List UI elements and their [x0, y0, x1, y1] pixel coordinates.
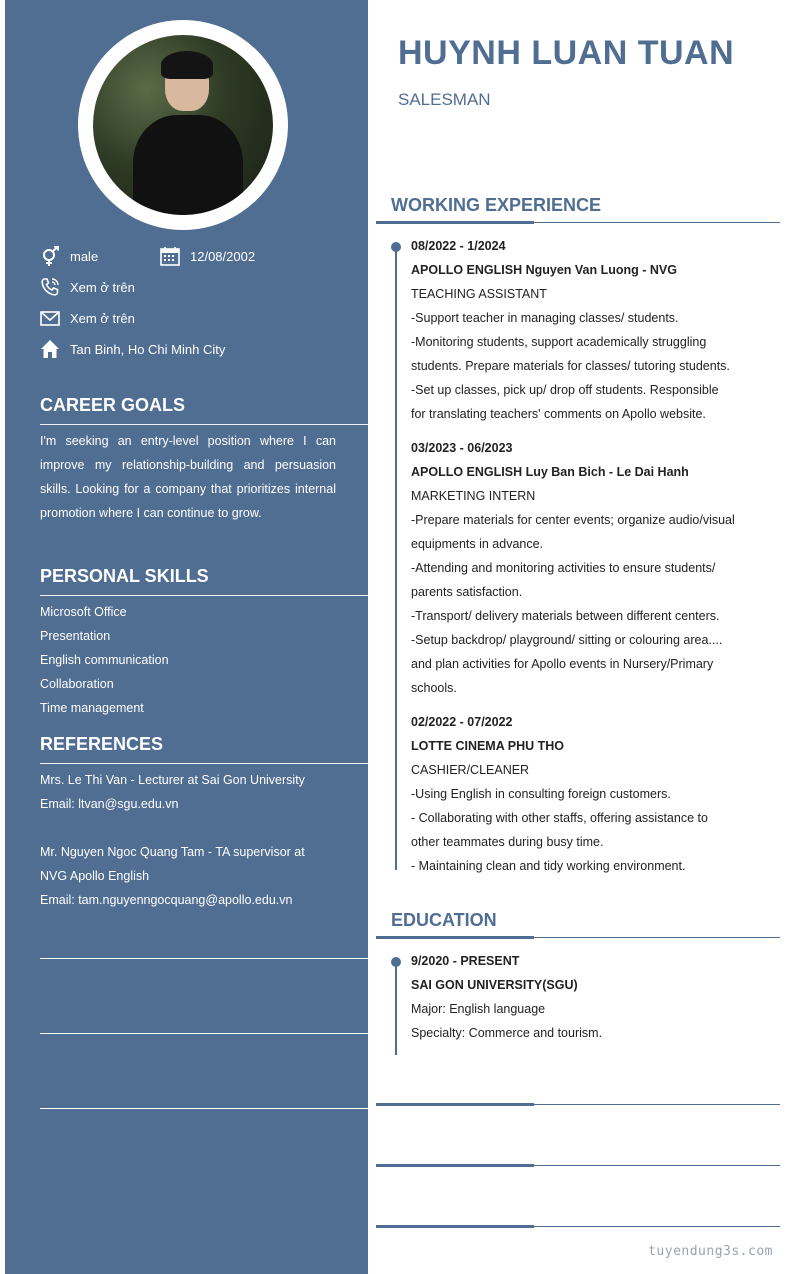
job-line: schools.	[411, 681, 457, 695]
email-value: Xem ở trên	[70, 310, 135, 326]
divider	[40, 1033, 373, 1034]
job-line: for translating teachers' comments on Apollo website.	[411, 407, 706, 421]
job-line: and plan activities for Apollo events in Nursery/Primary	[411, 657, 714, 671]
career-goals-heading: CAREER GOALS	[40, 395, 186, 415]
divider	[40, 763, 368, 764]
birthdate-value: 12/08/2002	[190, 248, 256, 264]
education-heading: EDUCATION	[391, 910, 497, 930]
calendar-icon	[160, 246, 180, 266]
education-timeline	[395, 961, 397, 1055]
timeline-dot	[391, 957, 401, 967]
skills-list	[40, 600, 336, 720]
gender-icon	[40, 246, 60, 266]
job-line: -Set up classes, pick up/ drop off students. Responsible	[411, 383, 719, 397]
reference-line: NVG Apollo English	[40, 869, 150, 883]
job-line: - Collaborating with other staffs, offering assistance to	[411, 811, 708, 825]
sidebar	[5, 0, 368, 1274]
job-role: TEACHING ASSISTANT	[411, 287, 547, 301]
job-company: APOLLO ENGLISH Nguyen Van Luong - NVG	[411, 263, 677, 277]
job-company: APOLLO ENGLISH Luy Ban Bich - Le Dai Hanh	[411, 465, 689, 479]
education-entry	[411, 949, 756, 1045]
divider	[376, 937, 780, 938]
job-period: 03/2023 - 06/2023	[411, 441, 513, 455]
divider	[40, 958, 373, 959]
skill-item: Time management	[40, 701, 144, 715]
address-row	[40, 339, 225, 359]
skill-item: English communication	[40, 653, 169, 667]
divider	[376, 222, 780, 223]
references-heading: REFERENCES	[40, 734, 164, 754]
reference-line: Mr. Nguyen Ngoc Quang Tam - TA supervisor at	[40, 845, 305, 859]
job-line: -Attending and monitoring activities to ensure students/	[411, 561, 716, 575]
job-line: parents satisfaction.	[411, 585, 523, 599]
birthdate-row	[160, 246, 255, 266]
experience-entry	[411, 710, 756, 878]
job-line: -Monitoring students, support academically struggling	[411, 335, 707, 349]
avatar	[93, 35, 273, 215]
references-list	[40, 768, 360, 912]
gender-value: male	[70, 248, 99, 264]
education-school: SAI GON UNIVERSITY(SGU)	[411, 978, 578, 992]
divider	[40, 1108, 373, 1109]
skill-item: Collaboration	[40, 677, 114, 691]
divider	[40, 595, 368, 596]
email-row	[40, 308, 135, 328]
candidate-name: HUYNH LUAN TUAN	[398, 34, 735, 72]
job-company: LOTTE CINEMA PHU THO	[411, 739, 565, 753]
job-line: -Transport/ delivery materials between different centers.	[411, 609, 720, 623]
skill-item: Presentation	[40, 629, 111, 643]
job-line: equipments in advance.	[411, 537, 544, 551]
education-period: 9/2020 - PRESENT	[411, 954, 520, 968]
divider	[376, 1165, 780, 1166]
job-line: -Using English in consulting foreign customers.	[411, 787, 671, 801]
reference-line: Mrs. Le Thi Van - Lecturer at Sai Gon University	[40, 773, 305, 787]
job-period: 02/2022 - 07/2022	[411, 715, 513, 729]
education-specialty: Specialty: Commerce and tourism.	[411, 1026, 603, 1040]
candidate-position: SALESMAN	[398, 90, 491, 109]
reference-line: Email: tam.nguyenngocquang@apollo.edu.vn	[40, 893, 293, 907]
address-value: Tan Binh, Ho Chi Minh City	[70, 341, 226, 357]
reference-line: Email: ltvan@sgu.edu.vn	[40, 797, 179, 811]
personal-skills-heading: PERSONAL SKILLS	[40, 566, 209, 586]
gender-row	[40, 246, 98, 266]
career-goals-text: I'm seeking an entry-level position where I can improve my relationship-building and persuasion skills. Looking for a company that prioritizes internal promotion where I can continue to grow.	[40, 434, 336, 520]
job-line: other teammates during busy time.	[411, 835, 604, 849]
job-role: CASHIER/CLEANER	[411, 763, 530, 777]
job-line: - Maintaining clean and tidy working environment.	[411, 859, 686, 873]
avatar-frame	[78, 20, 288, 230]
divider	[40, 424, 368, 425]
job-period: 08/2022 - 1/2024	[411, 239, 506, 253]
education-major: Major: English language	[411, 1002, 546, 1016]
experience-timeline	[395, 246, 397, 870]
phone-row	[40, 277, 135, 297]
experience-entry	[411, 234, 756, 426]
job-line: students. Prepare materials for classes/ tutoring students.	[411, 359, 730, 373]
job-line: -Setup backdrop/ playground/ sitting or colouring area....	[411, 633, 723, 647]
job-role: MARKETING INTERN	[411, 489, 536, 503]
skill-item: Microsoft Office	[40, 605, 127, 619]
job-line: -Prepare materials for center events; organize audio/visual	[411, 513, 735, 527]
watermark: tuyendung3s.com	[648, 1244, 773, 1259]
experience-heading: WORKING EXPERIENCE	[391, 195, 602, 215]
timeline-dot	[391, 242, 401, 252]
phone-value: Xem ở trên	[70, 279, 135, 295]
home-icon	[40, 339, 60, 359]
divider	[376, 1226, 780, 1227]
experience-entry	[411, 436, 756, 700]
divider	[376, 1104, 780, 1105]
phone-icon	[40, 277, 60, 297]
envelope-icon	[40, 308, 60, 328]
job-line: -Support teacher in managing classes/ students.	[411, 311, 679, 325]
